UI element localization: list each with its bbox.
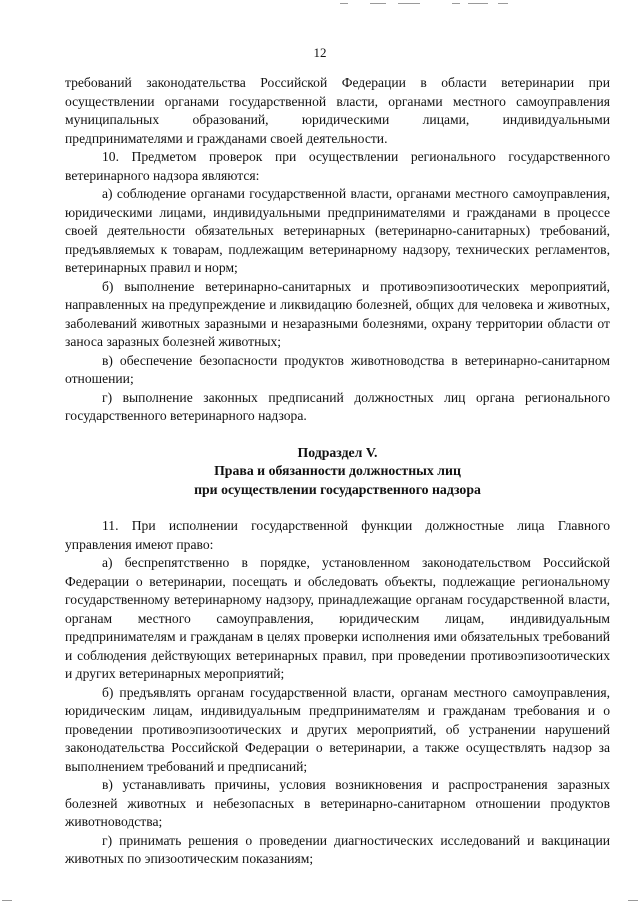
subsection-title-line-2: при осуществлении государственного надзора <box>194 481 481 497</box>
document-body <box>65 74 610 869</box>
spacer <box>65 426 610 444</box>
subsection-number: Подраздел V. <box>297 444 378 460</box>
paragraph-11a: а) беспрепятственно в порядке, установленном законодательством Российской Федерации о ветеринарии, посещать и обследовать объекты, подлежащие региональному государственному ветеринарному надзору, принадлежащие органам государственной власти, органам местного самоуправления, юридическим лицам, индивидуальным предпринимателям и гражданам в целях проверки исполнения ими обязательных требований и соблюдения действующих ветеринарных правил, при проведении противоэпизоотических и других ветеринарных мероприятий; <box>65 555 610 681</box>
subsection-title-line-1: Права и обязанности должностных лиц <box>214 463 461 478</box>
paragraph-continuation: требований законодательства Российской Федерации в области ветеринарии при осуществлении органами государственной власти, органами местного самоуправления муниципальных образований, юридическими лицами, индивидуальными предпринимателями и гражданами своей деятельности. <box>65 75 610 146</box>
paragraph-10b: б) выполнение ветеринарно-санитарных и противоэпизоотических мероприятий, направленных на предупреждение и ликвидацию болезней, общих для человека и животных, заболеваний животных заразными и незаразными болезнями, охрану территории области от заноса заразных болезней животных; <box>65 278 610 349</box>
paragraph-item-10: 10. Предметом проверок при осуществлении регионального государственного ветеринарного надзора являются: <box>65 149 610 183</box>
scan-corner-mark-right <box>628 900 638 901</box>
paragraph-11g: г) принимать решения о проведении диагностических исследований и вакцинации животных по эпизоотическим показаниям; <box>65 832 610 866</box>
paragraph-10v: в) обеспечение безопасности продуктов животноводства в ветеринарно-санитарном отношении; <box>65 352 610 386</box>
scan-artifact-marks <box>340 2 510 6</box>
paragraph-item-11: 11. При исполнении государственной функции должностные лица Главного управления имеют право: <box>65 518 610 552</box>
page-number: 12 <box>313 45 327 60</box>
paragraph-11b: б) предъявлять органам государственной власти, органам местного самоуправления, юридическим лицам, индивидуальным предпринимателям и гражданам требования и о проведении противоэпизоотических и других мероприятий, об устранении нарушений законодательства Российской Федерации о ветеринарии, а также осуществлять надзор за выполнением требований и предписаний; <box>65 684 610 774</box>
paragraph-11v: в) устанавливать причины, условия возникновения и распространения заразных болезней животных и небезопасных в ветеринарно-санитарном отношении продуктов животноводства; <box>65 777 610 829</box>
paragraph-10g: г) выполнение законных предписаний должностных лиц органа регионального государственного ветеринарного надзора. <box>65 389 610 423</box>
scan-corner-mark-left <box>2 900 12 901</box>
spacer <box>65 499 610 517</box>
paragraph-10a: а) соблюдение органами государственной власти, органами местного самоуправления, юридическими лицами, индивидуальными предпринимателями и гражданами в процессе своей деятельности обязательных ветеринарных (ветеринарно-санитарных) требований, предъявляемых к товарам, подлежащим ветеринарному надзору, технических регламентов, ветеринарных правил и норм; <box>65 186 610 275</box>
